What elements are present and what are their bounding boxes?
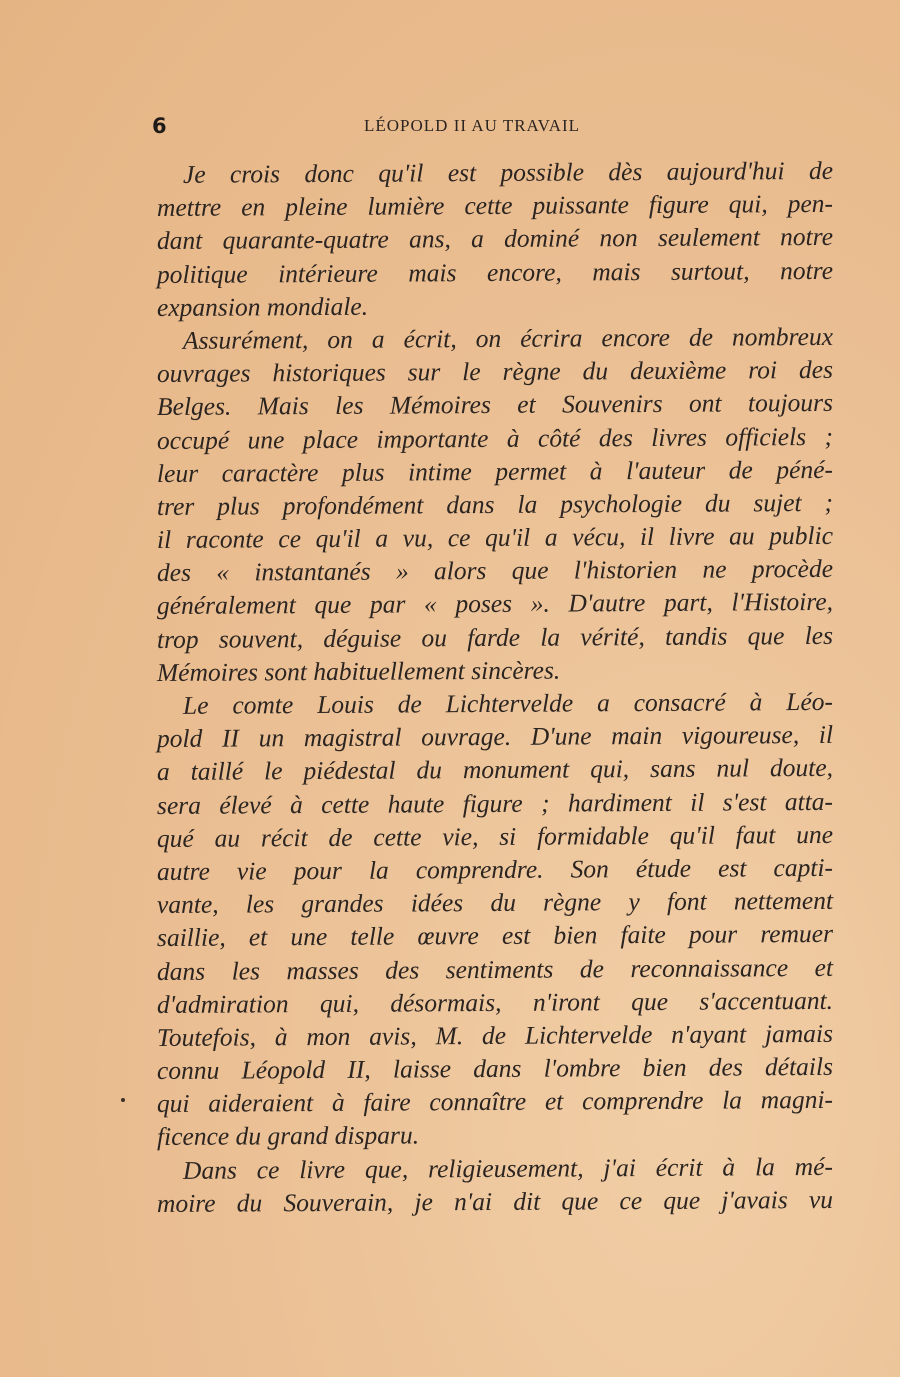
text-line: des « instantanés » alors que l'historien ne procède [156,554,834,588]
text-line: leur caractère plus intime permet à l'auteur de péné- [156,454,834,488]
text-line: généralement que par « poses ». D'autre part, l'Histoire, [156,587,834,621]
text-line: Assurément, on a écrit, on écrira encore de nombreux [182,321,834,355]
text-line: dant quarante-quatre ans, a dominé non seulement notre [156,222,834,256]
paragraph [156,155,834,324]
text-line: sera élevé à cette haute figure ; hardiment il s'est atta- [156,786,834,820]
text-line: Belges. Mais les Mémoires et Souvenirs ont toujours [156,388,834,422]
body-text [156,155,834,1220]
text-line: autre vie pour la comprendre. Son étude est capti- [156,852,834,886]
text-line: Je crois donc qu'il est possible dès aujourd'hui de [182,155,834,189]
text-line: connu Léopold II, laisse dans l'ombre bien des détails [156,1051,834,1086]
page-number: 6 [152,114,167,138]
text-line: il raconte ce qu'il a vu, ce qu'il a vécu, il livre au public [156,520,834,555]
text-line: trer plus profondément dans la psychologie du sujet ; [156,487,834,521]
text-line: Mémoires sont habituellement sincères. [156,655,561,687]
text-line: vante, les grandes idées du règne y font nettement [156,885,834,920]
text-line: qué au récit de cette vie, si formidable qu'il faut une [156,819,834,853]
text-line: moire du Souverain, je n'ai dit que ce que j'avais vu [156,1184,834,1218]
paragraph [156,1151,834,1220]
running-title: LÉOPOLD II AU TRAVAIL [364,116,581,135]
paragraph [156,686,834,1154]
text-line: trop souvent, déguise ou farde la vérité, tandis que les [156,620,834,654]
text-line: pold II un magistral ouvrage. D'une main vigoureuse, il [156,720,834,754]
text-line: a taillé le piédestal du monument qui, sans nul doute, [156,753,834,787]
text-line: dans les masses des sentiments de reconnaissance et [156,952,834,986]
running-head [152,114,842,138]
text-line: ouvrages historiques sur le règne du deuxième roi des [156,354,834,389]
text-line: d'admiration qui, désormais, n'iront que s'accentuant. [156,985,834,1019]
paragraph [156,321,834,689]
text-line: ficence du grand disparu. [156,1120,420,1152]
text-line: politique intérieure mais encore, mais surtout, notre [156,255,834,289]
text-line: mettre en pleine lumière cette puissante figure qui, pen- [156,189,834,223]
ink-speck [121,1098,125,1102]
text-line: qui aideraient à faire connaître et comprendre la magni- [156,1085,834,1119]
text-line: expansion mondiale. [156,291,369,322]
text-line: Dans ce livre que, religieusement, j'ai écrit à la mé- [182,1151,834,1185]
text-line: Toutefois, à mon avis, M. de Lichtervelde n'ayant jamais [156,1018,834,1052]
text-line: Le comte Louis de Lichtervelde a consacré à Léo- [182,686,834,720]
text-line: saillie, et une telle œuvre est bien faite pour remuer [156,919,834,953]
text-line: occupé une place importante à côté des livres officiels ; [156,421,834,455]
